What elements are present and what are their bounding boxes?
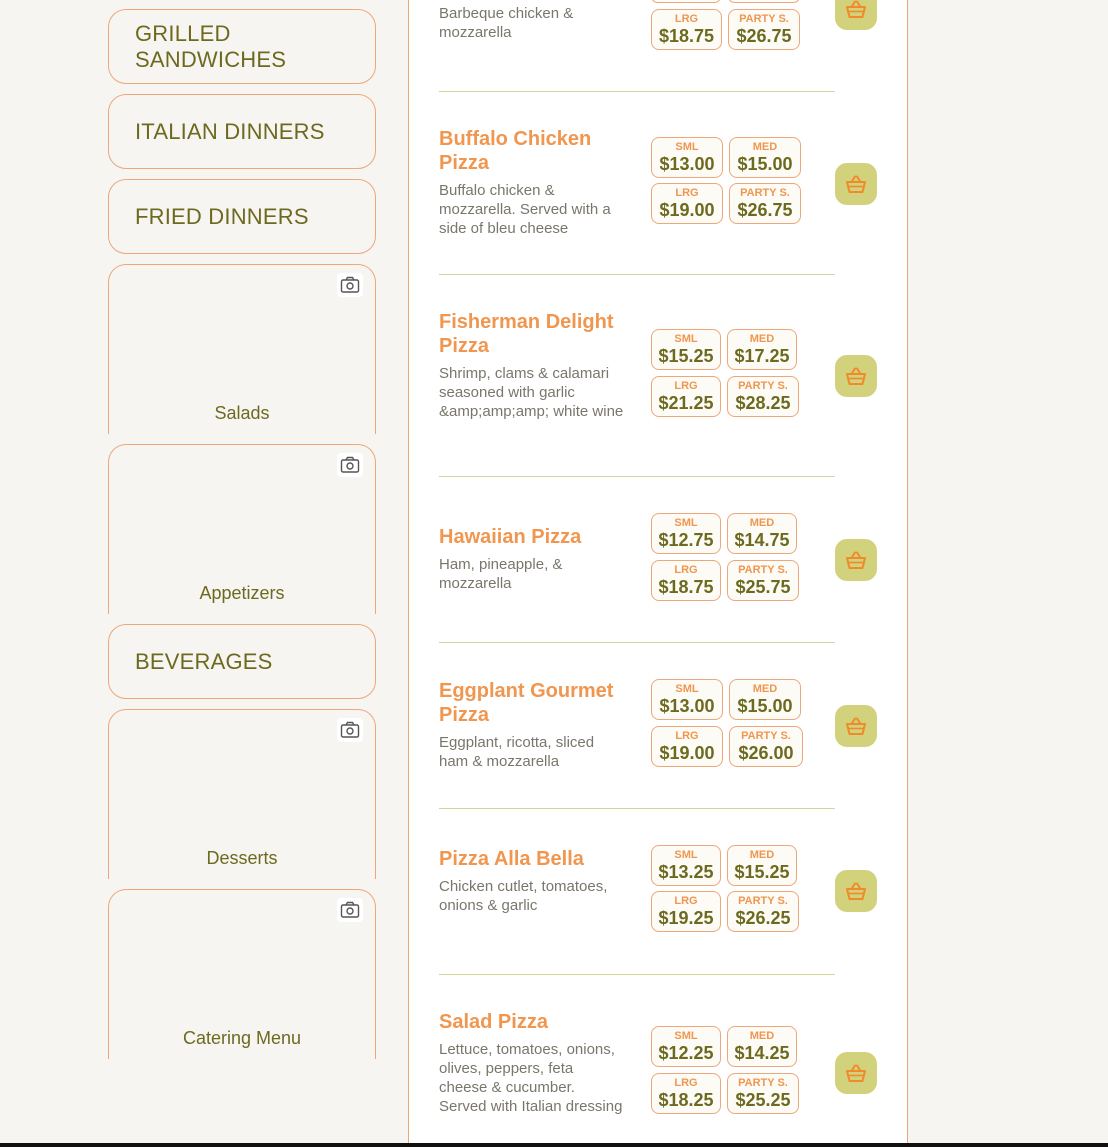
divider (439, 274, 835, 275)
price-party-button[interactable] (728, 9, 800, 50)
size-label: SML (675, 141, 699, 153)
item-description: Shrimp, clams & calamari seasoned with garlic &amp;amp;amp; white wine (439, 365, 624, 420)
size-label: LRG (674, 895, 698, 907)
category-appetizers[interactable] (108, 444, 376, 614)
category-label: Catering Menu (182, 1028, 302, 1048)
category-desserts[interactable] (108, 709, 376, 879)
basket-icon (845, 881, 867, 901)
item-description: Ham, pineapple, & mozzarella (439, 556, 563, 592)
add-to-cart-button[interactable] (835, 1052, 877, 1094)
size-label: MED (749, 849, 775, 861)
basket-icon (845, 1063, 867, 1083)
basket-icon (845, 716, 867, 736)
item-description: Buffalo chicken & mozzarella. Served with a side of bleu cheese (439, 182, 611, 237)
basket-icon (845, 366, 867, 386)
size-label: PARTY S. (738, 1077, 788, 1089)
size-label: MED (752, 683, 778, 695)
price-amount: $15.25 (658, 346, 714, 366)
size-label: SML (674, 1030, 698, 1042)
item-name[interactable]: Salad Pizza (439, 1011, 548, 1033)
price-amount: $21.25 (658, 393, 714, 413)
category-label: Salads (214, 403, 270, 423)
price-party-button[interactable] (727, 376, 799, 417)
price-amount: $26.75 (736, 26, 792, 46)
item-name[interactable]: Pizza Alla Bella (439, 848, 584, 870)
price-amount: $13.00 (659, 696, 715, 716)
basket-icon (845, 0, 867, 19)
price-sml-button[interactable] (651, 845, 721, 886)
price-amount: $26.00 (738, 743, 794, 763)
size-label: PARTY S. (738, 380, 788, 392)
item-name[interactable]: Eggplant Gourmet Pizza (439, 680, 614, 726)
price-lrg-button[interactable] (651, 183, 723, 224)
camera-icon (337, 898, 363, 922)
price-amount: $26.25 (735, 908, 791, 928)
add-to-cart-button[interactable] (835, 0, 877, 30)
price-amount: $13.00 (659, 154, 715, 174)
size-label: MED (749, 517, 775, 529)
category-label: Appetizers (199, 583, 285, 603)
price-lrg-button[interactable] (651, 891, 721, 932)
divider (439, 808, 835, 809)
add-to-cart-button[interactable] (835, 870, 877, 912)
price-party-button[interactable] (727, 560, 799, 601)
price-amount: $19.00 (659, 200, 715, 220)
price-lrg-button[interactable] (651, 376, 721, 417)
category-salads[interactable] (108, 264, 376, 434)
price-lrg-button[interactable] (651, 726, 723, 767)
price-sml-button[interactable] (651, 679, 723, 720)
item-name[interactable]: Fisherman Delight Pizza (439, 311, 614, 357)
price-med-button[interactable] (727, 1026, 797, 1067)
item-name[interactable]: Buffalo Chicken Pizza (439, 128, 592, 174)
screen-bottom-edge (0, 1143, 1108, 1147)
price-party-button[interactable] (727, 1073, 799, 1114)
price-amount: $14.25 (734, 1043, 790, 1063)
camera-icon (337, 718, 363, 742)
price-party-button[interactable] (729, 726, 803, 767)
price-amount: $13.25 (658, 862, 714, 882)
add-to-cart-button[interactable] (835, 539, 877, 581)
price-amount: $12.75 (658, 530, 714, 550)
item-description: Chicken cutlet, tomatoes, onions & garlic (439, 878, 608, 914)
price-lrg-button[interactable] (651, 1073, 721, 1114)
price-med-button[interactable] (727, 845, 797, 886)
size-label: SML (674, 333, 698, 345)
size-label: MED (752, 141, 778, 153)
price-amount: $19.00 (659, 743, 715, 763)
price-amount: $14.75 (734, 530, 790, 550)
camera-icon (337, 453, 363, 477)
category-beverages[interactable] (108, 624, 376, 699)
divider (439, 476, 835, 477)
item-description: Eggplant, ricotta, sliced ham & mozzarella (439, 734, 595, 770)
price-sml-button[interactable] (651, 0, 721, 3)
price-amount: $15.25 (734, 862, 790, 882)
category-fried-dinners[interactable] (108, 179, 376, 254)
price-lrg-button[interactable] (651, 9, 722, 50)
price-amount: $15.00 (737, 154, 793, 174)
price-sml-button[interactable] (651, 513, 721, 554)
add-to-cart-button[interactable] (835, 355, 877, 397)
size-label: PARTY S. (738, 895, 788, 907)
price-party-button[interactable] (729, 183, 801, 224)
item-description: Barbeque chicken & mozzarella (439, 5, 574, 41)
price-med-button[interactable] (729, 679, 801, 720)
size-label: SML (675, 683, 699, 695)
basket-icon (845, 174, 867, 194)
size-label: LRG (674, 380, 698, 392)
price-amount: $25.25 (735, 1090, 791, 1110)
size-label: MED (749, 1030, 775, 1042)
size-label: SML (674, 517, 698, 529)
price-amount: $18.75 (658, 577, 714, 597)
size-label: PARTY S. (740, 187, 790, 199)
price-sml-button[interactable] (651, 137, 723, 178)
price-amount: $26.75 (737, 200, 793, 220)
add-to-cart-button[interactable] (835, 705, 877, 747)
category-label: GRILLED SANDWICHES (135, 20, 287, 72)
price-sml-button[interactable] (651, 1026, 721, 1067)
price-med-button[interactable] (728, 0, 800, 3)
category-label: Desserts (206, 848, 278, 868)
price-med-button[interactable] (727, 329, 797, 370)
size-label: LRG (674, 1077, 698, 1089)
price-lrg-button[interactable] (651, 560, 721, 601)
size-label: PARTY S. (738, 564, 788, 576)
price-amount: $18.25 (658, 1090, 714, 1110)
size-label: LRG (675, 730, 699, 742)
category-catering-menu[interactable] (108, 889, 376, 1059)
divider (439, 91, 835, 92)
category-italian-dinners[interactable] (108, 94, 376, 169)
size-label: MED (749, 333, 775, 345)
add-to-cart-button[interactable] (835, 163, 877, 205)
price-amount: $17.25 (734, 346, 790, 366)
size-label: SML (674, 849, 698, 861)
price-amount: $15.00 (737, 696, 793, 716)
divider (439, 974, 835, 975)
price-amount: $28.25 (735, 393, 791, 413)
size-label: LRG (674, 564, 698, 576)
divider (439, 642, 835, 643)
size-label: PARTY S. (739, 13, 789, 25)
category-label: FRIED DINNERS (135, 203, 309, 229)
menu-items-panel (408, 0, 908, 1147)
price-amount: $18.75 (658, 26, 715, 46)
basket-icon (845, 550, 867, 570)
price-party-button[interactable] (727, 891, 799, 932)
size-label: LRG (674, 13, 699, 25)
item-name[interactable]: Hawaiian Pizza (439, 526, 582, 548)
price-amount: $25.75 (735, 577, 791, 597)
category-label: BEVERAGES (135, 648, 273, 674)
price-med-button[interactable] (727, 513, 797, 554)
camera-icon (337, 273, 363, 297)
size-label: LRG (675, 187, 699, 199)
item-description: Lettuce, tomatoes, onions, olives, peppers, feta cheese & cucumber. Served with Italian dressing (439, 1041, 623, 1115)
price-sml-button[interactable] (651, 329, 721, 370)
price-amount: $12.25 (658, 1043, 714, 1063)
category-grilled-sandwiches[interactable] (108, 9, 376, 84)
price-amount: $19.25 (658, 908, 714, 928)
category-label: ITALIAN DINNERS (135, 118, 325, 144)
price-med-button[interactable] (729, 137, 801, 178)
size-label: PARTY S. (741, 730, 791, 742)
